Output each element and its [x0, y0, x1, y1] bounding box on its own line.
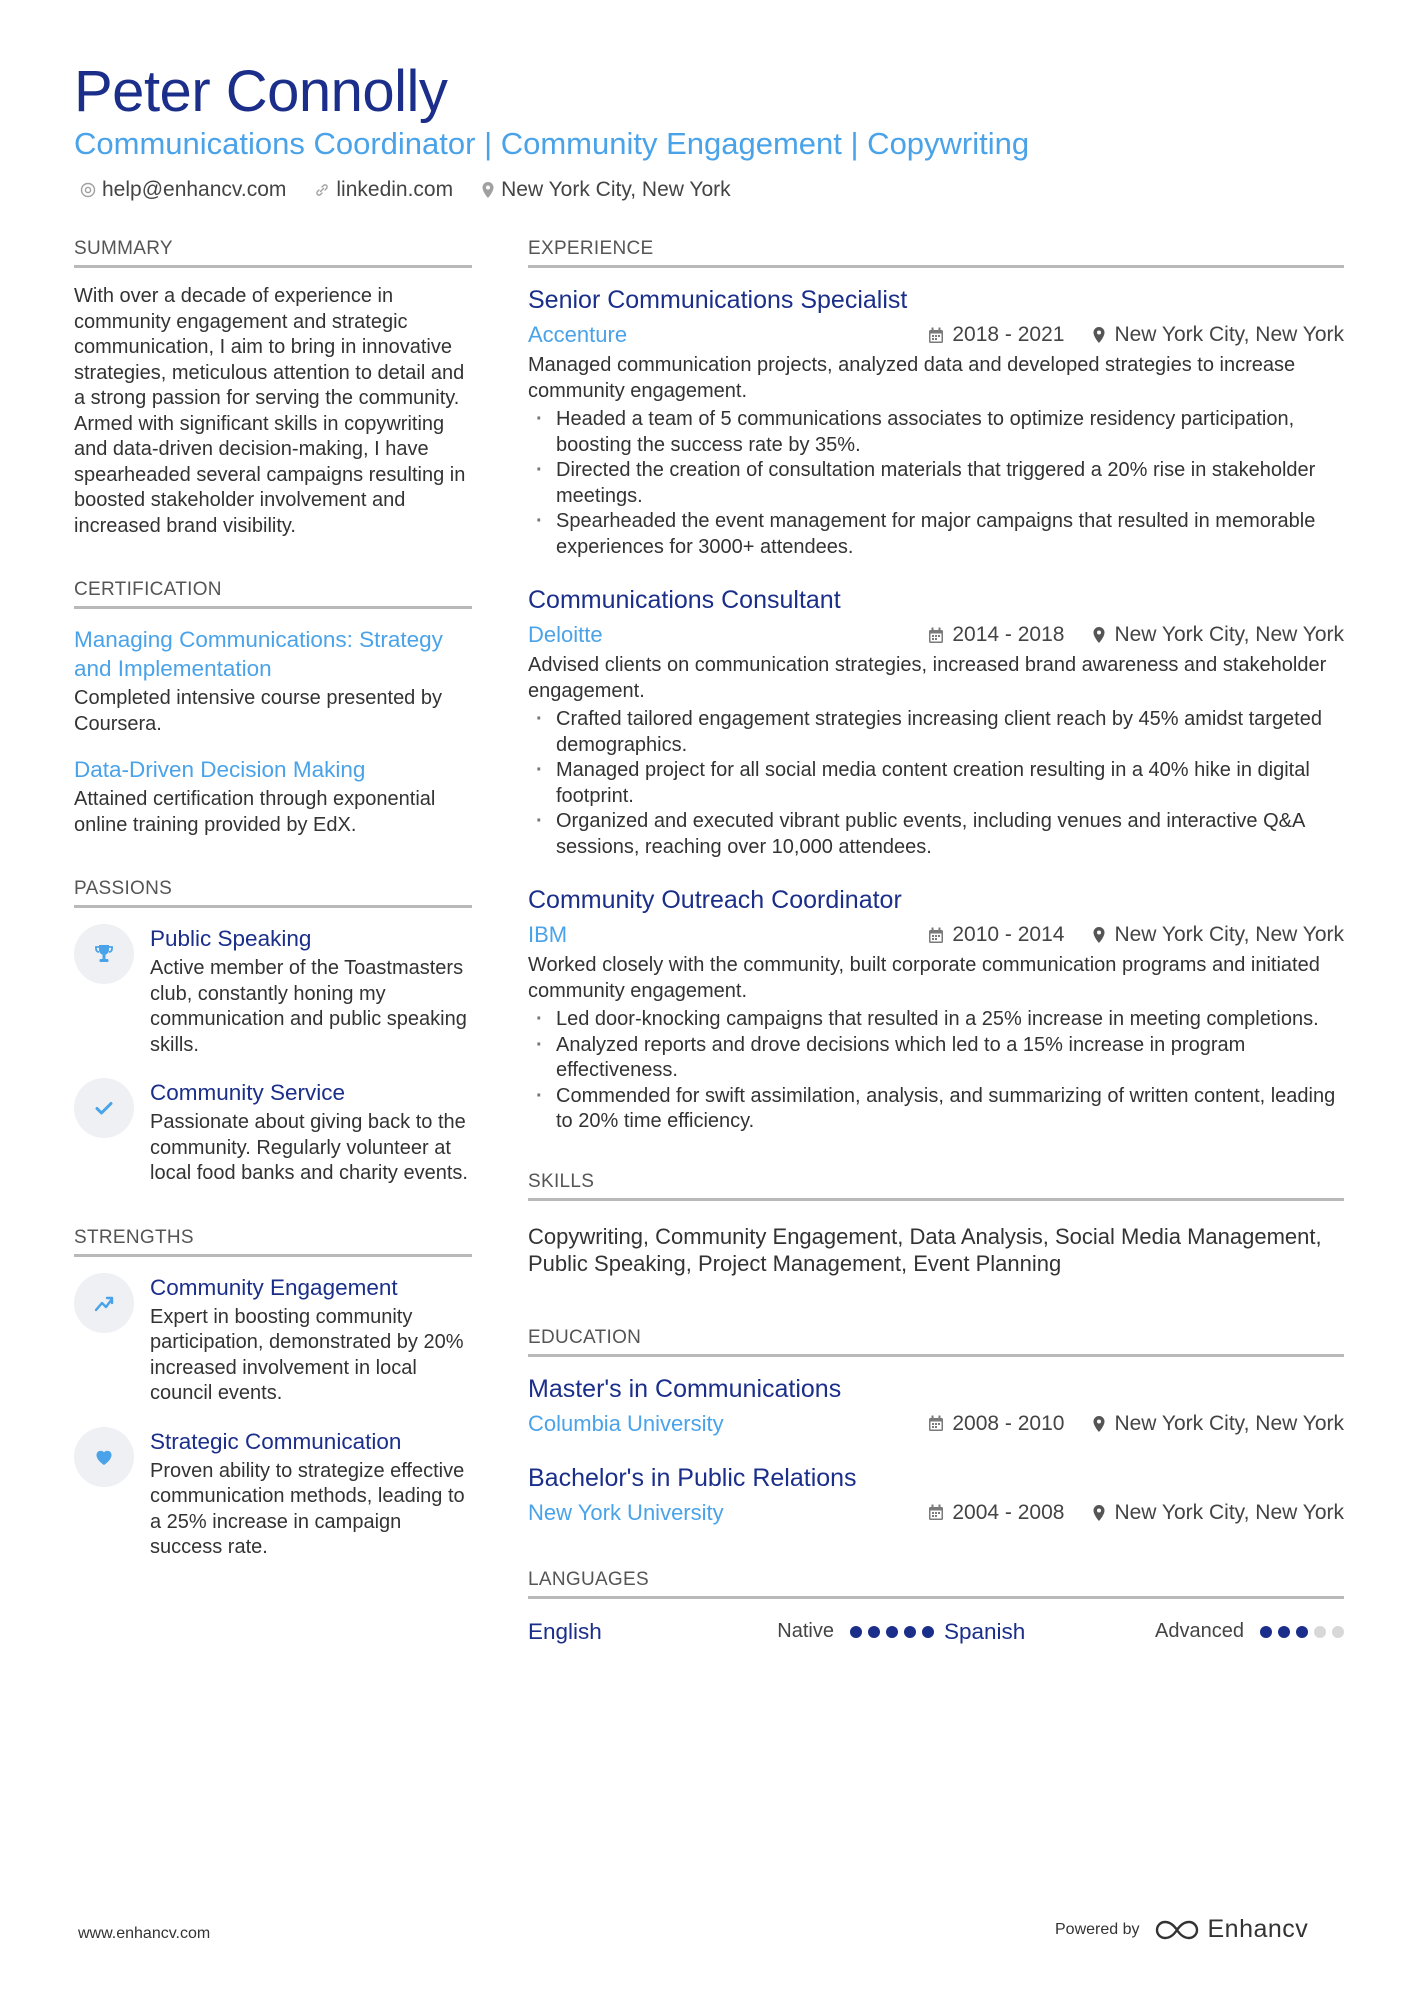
degree-title: Bachelor's in Public Relations [528, 1463, 857, 1492]
education-meta [528, 1497, 1344, 1529]
skills-heading: SKILLS [528, 1171, 1344, 1201]
contact-location [481, 178, 731, 202]
location-icon [1092, 926, 1106, 944]
degree-title: Master's in Communications [528, 1374, 842, 1403]
job-location [1092, 919, 1344, 951]
language-rating [1260, 1626, 1344, 1638]
job-bullets [528, 407, 1344, 560]
job-dates-text: 2010 - 2014 [952, 923, 1065, 946]
job-bullets [528, 707, 1344, 860]
experience-heading: EXPERIENCE [528, 238, 1344, 268]
job-bullet: · Led door-knocking campaigns that resulted in a 25% increase in meeting completions. [528, 1007, 1344, 1033]
company-name: Accenture [528, 322, 628, 347]
rating-dot-empty [1314, 1626, 1326, 1638]
job-title: Community Outreach Coordinator [528, 886, 902, 914]
contact-bar [80, 178, 731, 202]
rating-dot-filled [886, 1626, 898, 1638]
strengths-heading: STRENGTHS [74, 1227, 472, 1257]
location-icon [1092, 626, 1106, 644]
check-icon [74, 1078, 134, 1138]
job-dates [928, 919, 1064, 951]
company-name: IBM [528, 922, 568, 947]
education-item [528, 1373, 1344, 1440]
language-item [944, 1619, 1344, 1645]
job-title: Senior Communications Specialist [528, 286, 908, 314]
education-dates [928, 1497, 1064, 1529]
job-bullet: · Spearheaded the event management for major campaigns that resulted in memorable experiences for 3000+ attendees. [528, 509, 1344, 560]
job-desc: Advised clients on communication strategies, increased brand awareness and stakeholder engagement. [528, 654, 1327, 702]
education-heading: EDUCATION [528, 1327, 1344, 1357]
company-name: Deloitte [528, 622, 603, 647]
experience-item [528, 284, 1344, 560]
passion-desc: Passionate about giving back to the community. Regularly volunteer at local food banks and charity events. [150, 1111, 468, 1184]
certification-item [74, 755, 472, 838]
passion-item [74, 924, 472, 1058]
languages-heading: LANGUAGES [528, 1569, 1344, 1599]
education-location [1092, 1408, 1344, 1440]
education-location-text: New York City, New York [1114, 1411, 1344, 1435]
link-icon [314, 182, 330, 198]
certification-item [74, 625, 472, 737]
passion-title: Public Speaking [150, 926, 312, 951]
footer-branding [1055, 1915, 1308, 1944]
left-column [74, 238, 472, 1581]
job-title: Communications Consultant [528, 586, 841, 614]
certification-heading: CERTIFICATION [74, 579, 472, 609]
contact-linkedin-text: linkedin.com [336, 178, 454, 201]
certification-desc: Attained certification through exponential online training provided by EdX. [74, 788, 436, 836]
education-location [1092, 1497, 1344, 1529]
skills-text: Copywriting, Community Engagement, Data Analysis, Social Media Management, Public Speaking, Project Management, Event Planning [528, 1223, 1322, 1276]
rating-dot-filled [904, 1626, 916, 1638]
location-icon [1092, 326, 1106, 344]
strength-desc: Proven ability to strategize effective communication methods, leading to a 25% increase in campaign success rate. [150, 1459, 465, 1558]
job-bullet: · Commended for swift assimilation, analysis, and summarizing of written content, leading to 20% time efficiency. [528, 1084, 1344, 1135]
experience-item [528, 884, 1344, 1135]
calendar-icon [928, 1504, 944, 1521]
certification-title: Managing Communications: Strategy and Implementation [74, 627, 443, 681]
job-desc: Worked closely with the community, built corporate communication programs and initiated community engagement. [528, 954, 1320, 1002]
job-dates-text: 2018 - 2021 [952, 323, 1065, 346]
at-icon [80, 182, 96, 198]
education-location-text: New York City, New York [1114, 1500, 1344, 1524]
job-dates-text: 2014 - 2018 [952, 623, 1065, 646]
language-rating [850, 1626, 934, 1638]
job-bullet: · Headed a team of 5 communications associates to optimize residency participation, boosting the success rate by 35%. [528, 407, 1344, 458]
rating-dot-filled [922, 1626, 934, 1638]
rating-dot-filled [1260, 1626, 1272, 1638]
heart-icon [74, 1427, 134, 1487]
job-dates [928, 619, 1064, 651]
calendar-icon [928, 327, 944, 344]
education-meta [528, 1408, 1344, 1440]
job-location-text: New York City, New York [1114, 323, 1344, 346]
job-meta [528, 919, 1344, 951]
calendar-icon [928, 1415, 944, 1432]
rating-dot-filled [1296, 1626, 1308, 1638]
job-bullet: · Directed the creation of consultation materials that triggered a 20% rise in stakeholder meetings. [528, 458, 1344, 509]
job-location-text: New York City, New York [1114, 923, 1344, 946]
job-desc: Managed communication projects, analyzed data and developed strategies to increase community engagement. [528, 354, 1296, 402]
location-icon [481, 181, 495, 199]
education-dates-text: 2008 - 2010 [952, 1411, 1065, 1435]
education-item [528, 1462, 1344, 1529]
candidate-name: Peter Connolly [74, 59, 448, 124]
location-icon [1092, 1415, 1106, 1433]
passion-title: Community Service [150, 1080, 346, 1105]
experience-item [528, 584, 1344, 860]
strength-item [74, 1427, 472, 1561]
calendar-icon [928, 927, 944, 944]
education-dates-text: 2004 - 2008 [952, 1500, 1065, 1524]
rating-dot-filled [868, 1626, 880, 1638]
summary-heading: SUMMARY [74, 238, 472, 268]
strength-item [74, 1273, 472, 1407]
passion-item [74, 1078, 472, 1187]
strength-title: Strategic Communication [150, 1428, 402, 1454]
trophy-icon [74, 924, 134, 984]
language-level: Advanced [1155, 1620, 1244, 1642]
job-bullet: · Organized and executed vibrant public events, including venues and interactive Q&A sessions, reaching over 10,000 attendees. [528, 809, 1344, 860]
job-bullet: · Managed project for all social media content creation resulting in a 40% hike in digital footprint. [528, 758, 1344, 809]
passion-desc: Active member of the Toastmasters club, constantly honing my communication and public speaking skills. [150, 957, 467, 1056]
graph-icon [74, 1273, 134, 1333]
languages-list [528, 1619, 1344, 1645]
brand-logo[interactable] [1154, 1915, 1309, 1944]
rating-dot-filled [1278, 1626, 1290, 1638]
job-location-text: New York City, New York [1114, 623, 1344, 646]
job-bullets [528, 1007, 1344, 1135]
job-location [1092, 319, 1344, 351]
infinity-icon [1154, 1918, 1200, 1942]
rating-dot-empty [1332, 1626, 1344, 1638]
school-name: Columbia University [528, 1410, 724, 1436]
language-item [528, 1619, 934, 1645]
contact-location-text: New York City, New York [501, 178, 731, 201]
language-name: Spanish [943, 1618, 1026, 1644]
certification-desc: Completed intensive course presented by Coursera. [74, 687, 442, 735]
location-icon [1092, 1504, 1106, 1522]
job-meta [528, 619, 1344, 651]
job-bullet: · Crafted tailored engagement strategies increasing client reach by 45% amidst targeted demographics. [528, 707, 1344, 758]
passions-heading: PASSIONS [74, 878, 472, 908]
powered-by-text: Powered by [1055, 1920, 1140, 1938]
job-meta [528, 319, 1344, 351]
footer-website[interactable]: www.enhancv.com [78, 1925, 211, 1942]
rating-dot-filled [850, 1626, 862, 1638]
summary-text: With over a decade of experience in community engagement and strategic communication, I aim to bring in innovative strategies, meticulous attention to detail and a strong passion for serving the community. Armed with significant skills in copywriting and data-driven decision-making, I have spearheaded several campaigns resulting in boosted stakeholder involvement and increased brand visibility. [74, 285, 466, 537]
language-level: Native [777, 1620, 834, 1642]
contact-email[interactable] [80, 178, 286, 202]
strength-desc: Expert in boosting community participation, demonstrated by 20% increased involvement in local council events. [150, 1305, 464, 1404]
job-bullet: · Analyzed reports and drove decisions which led to a 15% increase in program effectiveness. [528, 1033, 1344, 1084]
strength-title: Community Engagement [150, 1274, 398, 1300]
certification-title: Data-Driven Decision Making [74, 757, 366, 782]
job-dates [928, 319, 1064, 351]
language-name: English [528, 1618, 602, 1644]
right-column [528, 238, 1344, 1645]
calendar-icon [928, 627, 944, 644]
contact-email-text: help@enhancv.com [102, 178, 287, 201]
brand-name: Enhancv [1207, 1915, 1309, 1943]
school-name: New York University [528, 1499, 724, 1525]
candidate-headline: Communications Coordinator | Community Engagement | Copywriting [74, 126, 1030, 161]
contact-linkedin[interactable] [314, 178, 453, 202]
job-location [1092, 619, 1344, 651]
education-dates [928, 1408, 1064, 1440]
